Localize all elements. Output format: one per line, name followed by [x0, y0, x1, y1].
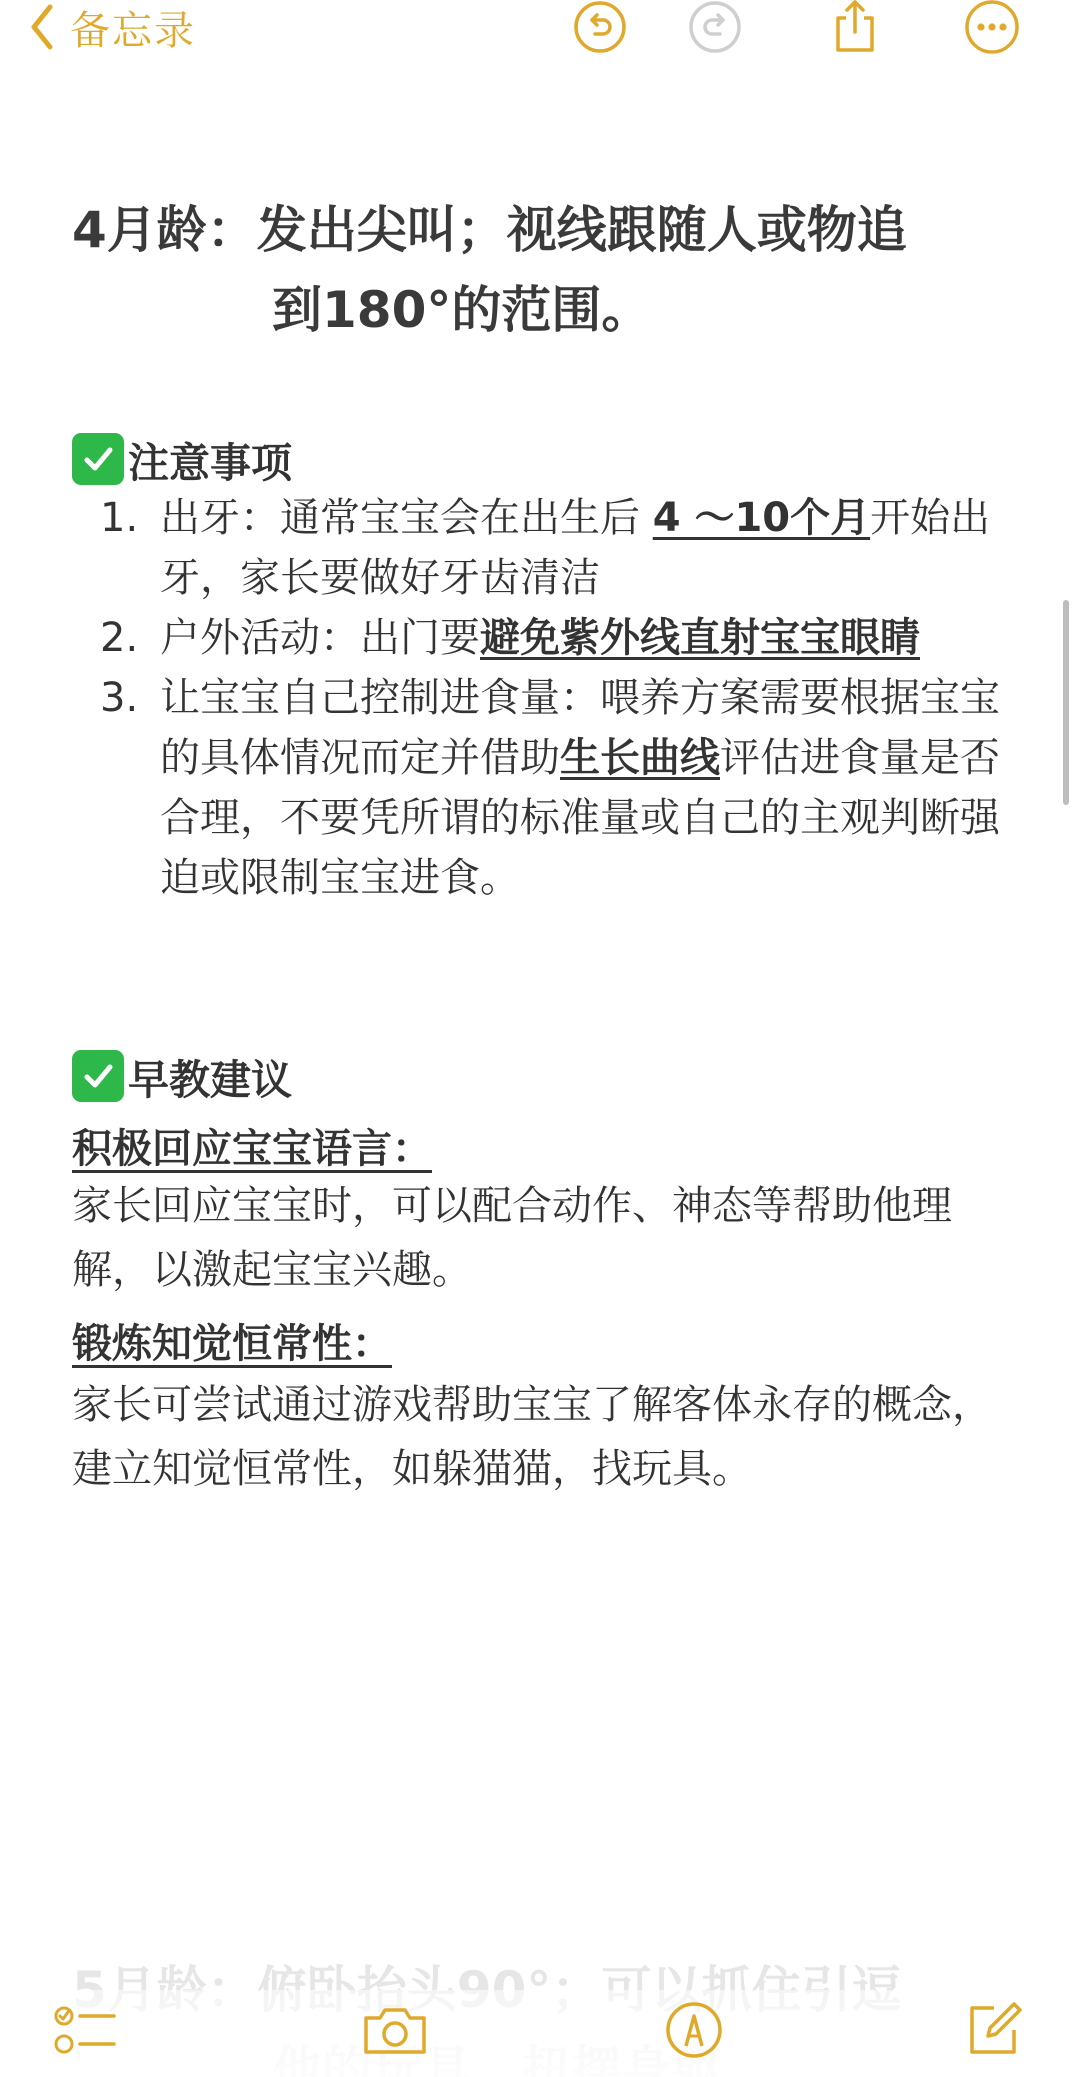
list-item	[72, 608, 1012, 668]
markup-pen-icon	[664, 2000, 724, 2060]
section-heading-notes-label: 注意事项	[128, 438, 292, 487]
note-title-line2: 到180°的范围。	[272, 281, 652, 339]
share-icon	[829, 0, 881, 54]
chevron-left-icon	[28, 3, 56, 51]
redo-button[interactable]	[686, 0, 744, 54]
checklist-button[interactable]	[48, 1996, 124, 2064]
list-item-text: 评估进食量是否合理，不要凭所谓的标准量或自己的主观判断强迫或限制宝宝进食。	[160, 735, 1000, 901]
share-button[interactable]	[826, 0, 884, 54]
paragraph-perceptual-constancy: 家长可尝试通过游戏帮助宝宝了解客体永存的概念，建立知觉恒常性，如躲猫猫，找玩具。	[72, 1382, 992, 1492]
back-label: 备忘录	[70, 7, 196, 54]
list-item-text: 让宝宝自己控制进食量：喂养方案需要根据宝宝的具体情况而定并借助	[160, 675, 1000, 781]
more-icon	[964, 0, 1020, 55]
list-item-emphasis: 避免紫外线直射宝宝眼睛	[480, 615, 920, 661]
navigation-bar	[0, 0, 1080, 70]
subheading-perceptual-constancy: 锻炼知觉恒常性：	[72, 1321, 392, 1367]
scroll-indicator[interactable]	[1063, 600, 1069, 805]
list-item-number: 3.	[100, 675, 139, 721]
list-item-text: 户外活动：出门要	[160, 615, 480, 661]
camera-button[interactable]	[357, 1996, 433, 2064]
section-heading-early-education-label: 早教建议	[128, 1055, 292, 1104]
note-title-line1: 4月龄：发出尖叫；视线跟随人或物追	[72, 201, 907, 259]
notes-list	[72, 488, 1012, 908]
checkmark-icon	[72, 433, 124, 485]
section-heading-early-education	[72, 1046, 292, 1106]
checklist-icon	[54, 2002, 118, 2058]
list-item-text: 出牙：通常宝宝会在出生后	[160, 495, 653, 541]
back-button[interactable]	[28, 0, 196, 54]
camera-icon	[360, 2002, 430, 2058]
compose-button[interactable]	[956, 1996, 1032, 2064]
list-item	[72, 488, 1012, 608]
list-item-text: 开始出牙，家长要做好牙齿清洁	[160, 495, 991, 601]
redo-icon	[688, 0, 742, 54]
markup-button[interactable]	[656, 1996, 732, 2064]
list-item	[72, 668, 1012, 908]
list-item-number: 1.	[100, 495, 139, 541]
checkmark-icon	[72, 1050, 124, 1102]
bottom-toolbar	[0, 1990, 1080, 2077]
list-item-number: 2.	[100, 615, 139, 661]
more-button[interactable]	[963, 0, 1021, 54]
paragraph-respond-language: 家长回应宝宝时，可以配合动作、神态等帮助他理解，以激起宝宝兴趣。	[72, 1183, 952, 1293]
compose-icon	[964, 2000, 1024, 2060]
undo-button[interactable]	[571, 0, 629, 54]
section-heading-notes	[72, 429, 292, 489]
undo-icon	[573, 0, 627, 54]
list-item-emphasis: 4 ～10个月	[652, 495, 871, 541]
subheading-respond-language: 积极回应宝宝语言：	[72, 1126, 432, 1172]
list-item-emphasis: 生长曲线	[560, 735, 720, 781]
note-title[interactable]	[72, 190, 1012, 350]
